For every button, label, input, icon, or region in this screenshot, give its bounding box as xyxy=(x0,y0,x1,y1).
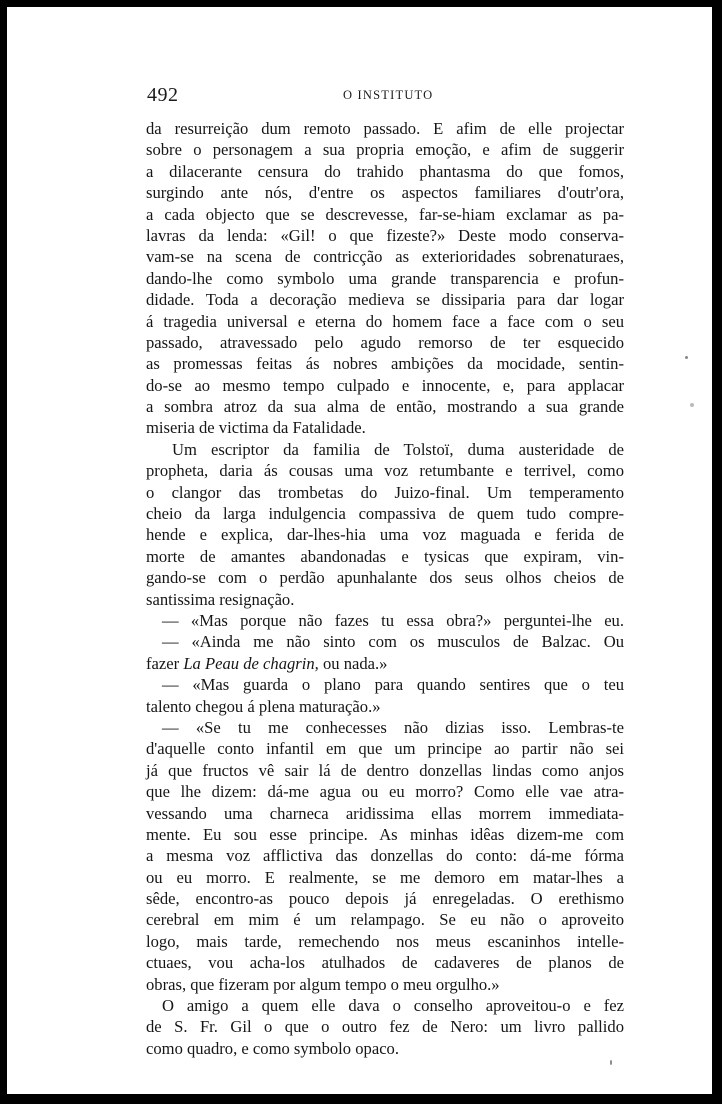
page-header xyxy=(147,84,627,108)
text-line: santissima resignação. xyxy=(146,589,295,609)
text-line: a dilacerante censura do trahido phantasma do que fomos, xyxy=(146,161,624,181)
text-line: á tragedia universal e eterna do homem face a face com o seu xyxy=(146,311,624,331)
italic-title: La Peau de chagrin, xyxy=(183,653,319,673)
text-line: do-se ao mesmo tempo culpado e innocente, e, para applacar xyxy=(146,375,624,395)
text-line: lavras da lenda: «Gil! o que fizeste?» Deste modo conserva- xyxy=(146,225,624,245)
text-line: miseria de victima da Fatalidade. xyxy=(146,418,366,438)
text-line: ou eu morro. E realmente, se me demoro em matar-lhes a xyxy=(146,867,624,887)
text-line: sêde, encontro-as pouco depois já enregeladas. O erethismo xyxy=(146,889,624,909)
text-line: da resurreição dum remoto passado. E afim de elle projectar xyxy=(146,119,624,138)
text-line: dando-lhe como symbolo uma grande transparencia e profun- xyxy=(146,268,624,288)
page-number: 492 xyxy=(147,84,179,106)
text-line: mente. Eu sou esse principe. As minhas idêas dizem-me com xyxy=(146,824,624,844)
text-line: obras, que fizeram por algum tempo o meu orgulho.» xyxy=(146,974,500,994)
text-line: a mesma voz afflictiva das donzellas do conto: dá-me fórma xyxy=(146,846,624,866)
text-line: passado, atravessado pelo agudo remorso de ter esquecido xyxy=(146,332,624,352)
text-line: ctuaes, vou acha-los atulhados de cadaveres de planos de xyxy=(146,953,624,973)
text-line: a sombra atroz da sua alma de então, mostrando a sua grande xyxy=(146,397,624,417)
text-line: didade. Toda a decoração medieva se dissiparia para dar logar xyxy=(146,290,624,310)
text-line: propheta, daria ás cousas uma voz retumbante e terrivel, como xyxy=(146,461,624,481)
text-line: que lhe dizem: dá-me agua ou eu morro? Como elle vae atra- xyxy=(146,782,624,802)
text-line: as promessas feitas ás nobres ambições da mocidade, sentin- xyxy=(146,354,624,374)
text-line: O amigo a quem elle dava o conselho aproveitou-o e fez xyxy=(162,996,624,1016)
text-line: — «Mas guarda o plano para quando sentires que o teu xyxy=(162,675,624,695)
paper-speck xyxy=(685,356,688,359)
text-line: gando-se com o perdão apunhalante dos seus olhos cheios de xyxy=(146,568,624,588)
text-line: — «Ainda me não sinto com os musculos de Balzac. Ou xyxy=(162,632,624,652)
text-line: d'aquelle conto infantil em que um principe ao partir não sei xyxy=(146,739,624,759)
text-line: talento chegou á plena maturação.» xyxy=(146,696,381,716)
text-line: logo, mais tarde, remechendo nos meus escaninhos intelle- xyxy=(146,931,624,951)
text-line: cerebral em mim é um relampago. Se eu não o aproveito xyxy=(146,910,624,930)
text-line: Um escriptor da familia de Tolstoï, duma austeridade de xyxy=(172,439,624,459)
text-line: como quadro, e como symbolo opaco. xyxy=(146,1038,399,1058)
text-line: — «Se tu me conhecesses não dizias isso. Lembras-te xyxy=(162,717,624,737)
text-fragment: fazer xyxy=(146,653,180,673)
text-line: morte de amantes abandonadas e tysicas que expiram, vin- xyxy=(146,546,624,566)
text-line: já que fructos vê sair lá de dentro donzellas lindas como anjos xyxy=(146,760,624,780)
running-title: O INSTITUTO xyxy=(343,88,434,102)
text-line: — «Mas porque não fazes tu essa obra?» perguntei-lhe eu. xyxy=(162,610,624,630)
text-line-mixed xyxy=(146,653,624,674)
text-line: surgindo ante nós, d'entre os aspectos familiares d'outr'ora, xyxy=(146,183,624,203)
text-line: vam-se na scena de contricção as exterioridades sobrenaturaes, xyxy=(146,247,624,267)
paper-speck xyxy=(610,1060,612,1065)
text-line: o clangor das trombetas do Juizo-final. Um temperamento xyxy=(146,482,624,502)
text-line: a cada objecto que se descrevesse, far-se-hiam exclamar as pa- xyxy=(146,204,624,224)
text-line: cheio da larga indulgencia compassiva de quem tudo compre- xyxy=(146,504,624,524)
text-line: hende e explica, dar-lhes-hia uma voz maguada e ferida de xyxy=(146,525,624,545)
text-line: vessando uma charneca aridissima ellas morrem immediata- xyxy=(146,803,624,823)
text-line: de S. Fr. Gil o que o outro fez de Nero: um livro pallido xyxy=(146,1017,624,1037)
text-fragment: ou nada.» xyxy=(322,653,388,673)
body-text xyxy=(146,118,624,1059)
text-line: sobre o personagem a sua propria emoção, e afim de suggerir xyxy=(146,140,624,160)
paper-speck xyxy=(690,403,694,407)
